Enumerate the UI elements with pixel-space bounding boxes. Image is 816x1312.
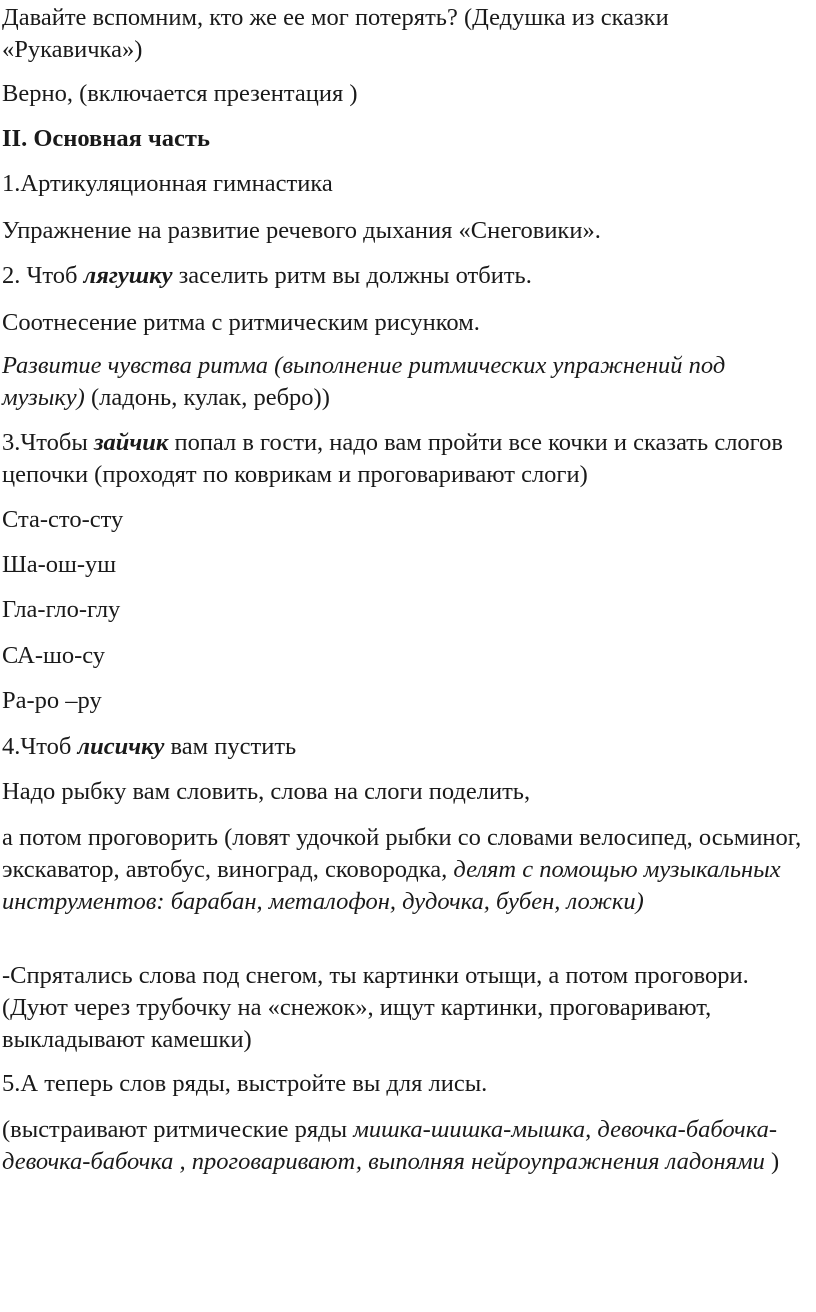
paragraph-intro-question: Давайте вспомним, кто же ее мог потерять? (Дедушка из сказки «Рукавичка») [2, 4, 669, 63]
paragraph-fox-rows: 5.А теперь слов ряды, выстройте вы для лисы. [2, 1070, 488, 1097]
paragraph-fish-catch: Надо рыбку вам словить, слова на слоги поделить, [2, 778, 531, 805]
paragraph-frog-rhythm [2, 260, 812, 292]
paragraph-breathing-exercise: Упражнение на развитие речевого дыхания «Снеговики». [2, 217, 601, 244]
paragraph-rhythmic-rows [2, 1114, 812, 1178]
paragraph-rows-lead: (выстраивают ритмические ряды [2, 1116, 354, 1143]
paragraph-fox-tail: вам пустить [164, 733, 297, 760]
paragraph-rhythm-tail: (ладонь, кулак, ребро)) [84, 384, 330, 411]
paragraph-rhythm-pattern: Соотнесение ритма с ритмическим рисунком. [2, 309, 480, 336]
syllable-line-5: Ра-ро –ру [2, 687, 102, 714]
paragraph-frog-tail: заселить ритм вы должны отбить. [172, 262, 532, 289]
emphasis-rhythm-exercises: Развитие чувства ритма (выполнение ритмических упражнений под музыку) [2, 352, 726, 411]
paragraph-bunny-tail: попал в гости, надо вам пройти все кочки и сказать слогов цепочки (проходят по коврикам и проговаривают слоги) [2, 429, 783, 488]
paragraph-frog-lead: 2. Чтоб [2, 262, 84, 289]
emphasis-instruments: , делят с помощью музыкальных инструментов: барабан, металофон, дудочка, бубен, ложки) [2, 856, 781, 915]
paragraph-fox-intro [2, 731, 812, 763]
paragraph-fish-words-lead: а потом проговорить (ловят удочкой рыбки со словами велосипед, осьминог, экскаватор, автобус, виноград, сковородка [2, 824, 802, 883]
paragraph-bunny-syllables [2, 427, 812, 491]
section-heading-main-part: II. Основная часть [2, 125, 210, 152]
syllable-line-1: Ста-сто-сту [2, 506, 124, 533]
syllable-line-4: СА-шо-су [2, 642, 106, 669]
paragraph-presentation: Верно, (включается презентация ) [2, 80, 358, 107]
paragraph-articulation: 1.Артикуляционная гимнастика [2, 170, 333, 197]
emphasis-frog: лягушку [83, 262, 173, 289]
paragraph-bunny-lead: 3.Чтобы [2, 429, 94, 456]
paragraph-rows-tail: ) [764, 1148, 780, 1175]
emphasis-bunny: зайчик [93, 429, 169, 456]
paragraph-fox-lead: 4.Чтоб [2, 733, 78, 760]
paragraph-rhythm-sense [2, 350, 812, 414]
paragraph-fish-words [2, 822, 812, 918]
emphasis-fox: лисичку [77, 733, 165, 760]
syllable-line-3: Гла-гло-глу [2, 596, 121, 623]
syllable-line-2: Ша-ош-уш [2, 551, 117, 578]
emphasis-word-rows: мишка-шишка-мышка, девочка-бабочка-девочка-бабочка , проговаривают, выполняя нейроупражнения ладонями [2, 1116, 777, 1175]
paragraph-snow-words: -Спрятались слова под снегом, ты картинки отыщи, а потом проговори. (Дуют через трубочку на «снежок», ищут картинки, проговаривают, выкладывают камешки) [2, 962, 749, 1053]
